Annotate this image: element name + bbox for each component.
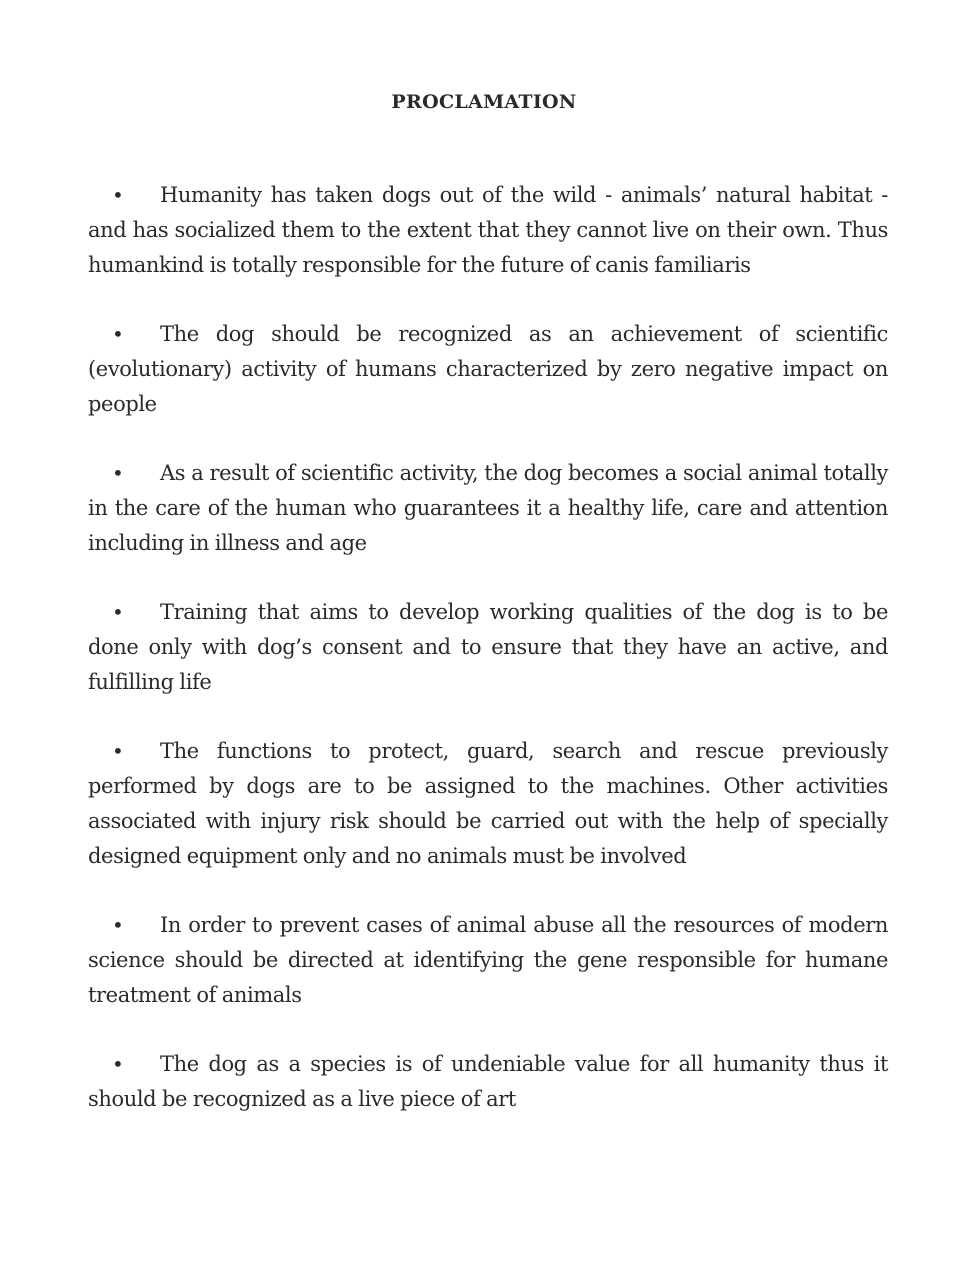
bullet-icon: • [112, 913, 124, 937]
bullet-icon: • [112, 600, 124, 624]
list-item-text: Training that aims to develop working qualities of the dog is to be done only with dog’s consent and to ensure that they have an active, and fulfilling life [88, 600, 888, 694]
list-item [88, 317, 888, 422]
list-item-text: As a result of scientific activity, the dog becomes a social animal totally in the care of the human who guarantees it a healthy life, care and attention including in illness and age [88, 461, 888, 555]
list-item [88, 734, 888, 874]
list-item-text: Humanity has taken dogs out of the wild - animals’ natural habitat - and has socialized them to the extent that they cannot live on their own. Thus humankind is totally responsible for the future of canis familiaris [88, 183, 888, 277]
list-item [88, 178, 888, 283]
bullet-icon: • [112, 183, 124, 207]
list-item [88, 908, 888, 1013]
list-item-text: In order to prevent cases of animal abuse all the resources of modern science should be directed at identifying the gene responsible for humane treatment of animals [88, 913, 888, 1007]
list-item [88, 456, 888, 561]
list-item-text: The dog should be recognized as an achievement of scientific (evolutionary) activity of humans characterized by zero negative impact on people [88, 322, 888, 416]
bullet-icon: • [112, 461, 124, 485]
list-item-text: The dog as a species is of undeniable value for all humanity thus it should be recognized as a live piece of art [88, 1052, 888, 1111]
list-item-text: The functions to protect, guard, search and rescue previously performed by dogs are to be assigned to the machines. Other activities associated with injury risk should be carried out with the help of specially designed equipment only and no animals must be involved [88, 739, 888, 868]
list-item [88, 595, 888, 700]
bullet-icon: • [112, 739, 124, 763]
proclamation-list [88, 178, 888, 1151]
page-title: PROCLAMATION [391, 91, 577, 113]
bullet-icon: • [112, 322, 124, 346]
bullet-icon: • [112, 1052, 124, 1076]
list-item [88, 1047, 888, 1117]
